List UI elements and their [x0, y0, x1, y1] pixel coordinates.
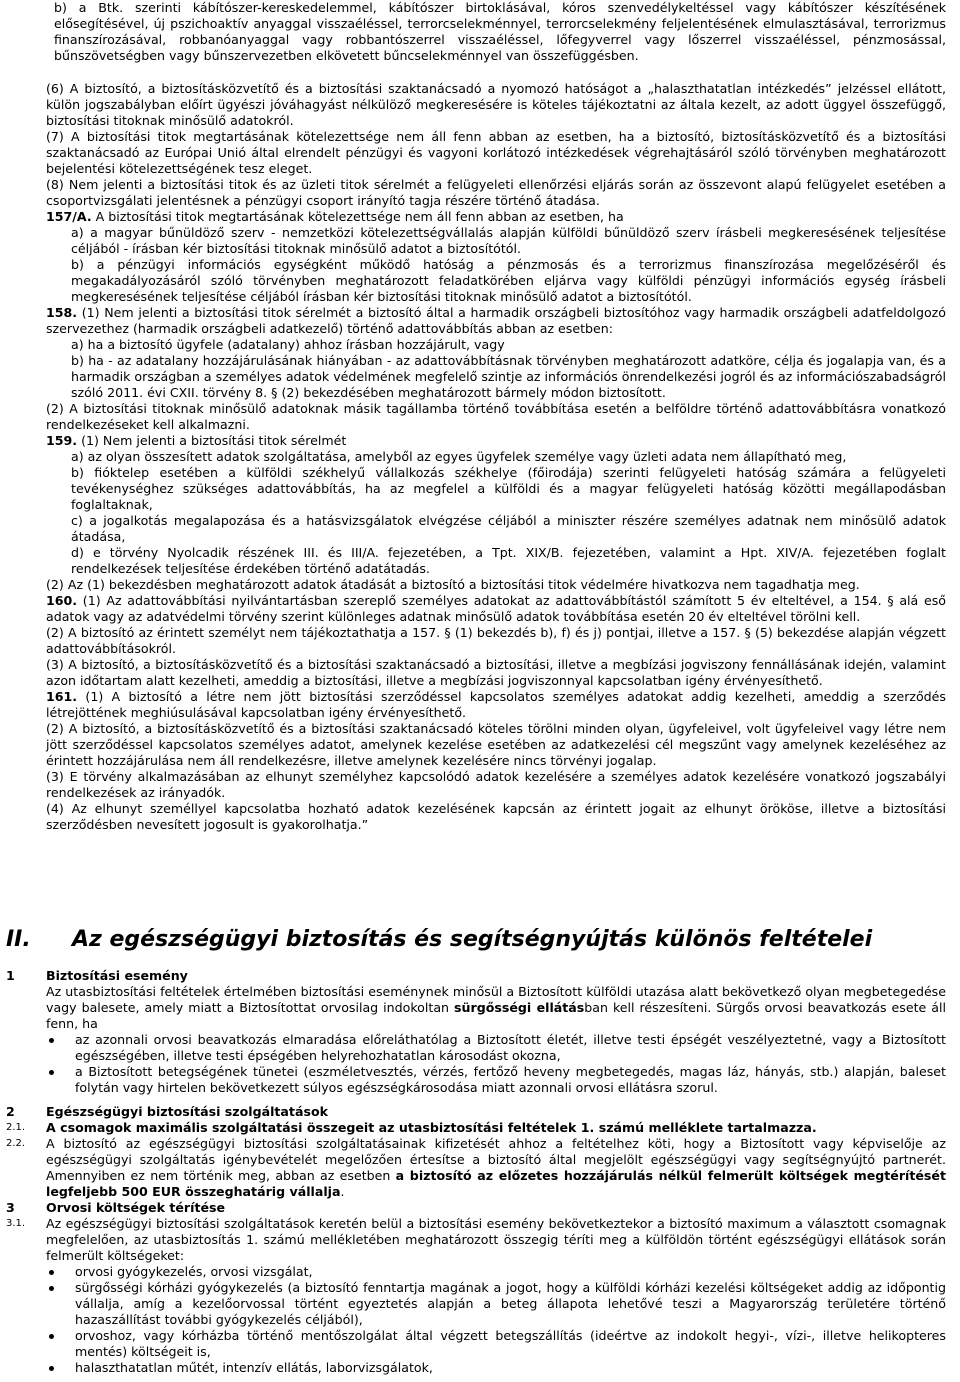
chapter-title: Az egészségügyi biztosítás és segítségnyújtás különös feltételei	[72, 927, 873, 952]
list-item	[46, 1360, 946, 1376]
section-160-paragraph-2: (2) A biztosító az érintett személyt nem tájékoztathatja a 157. § (1) bekezdés b), f) és j) pontjai, illetve a 157. § (5) bekezdése alapján végzett adattovábbításokról.	[46, 625, 946, 656]
section-3-1-text: Az egészségügyi biztosítási szolgáltatások keretén belül a biztosítási esemény bekövetkeztekor a biztosító maximum a választott csomagnak megfelelően, az utasbiztosítás 1. számú mellékletében meghatározott összegig téríti meg a külföldön történt egészségügyi ellátások során felmerült költségeket:	[46, 1216, 946, 1263]
bullet-icon	[49, 1038, 54, 1043]
section-2-2-text-bold: a biztosító az előzetes hozzájárulás nélkül felmerült költségek megtérítését legfeljebb 500 EUR összeghatárig vállalja	[46, 1168, 946, 1199]
paragraph-6: (6) A biztosító, a biztosításközvetítő és a biztosítási szaktanácsadó a nyomozó hatóságot a „halaszthatatlan intézkedés” jelzéssel ellátott, külön jogszabályban előírt ügyészi jóváhagyást nélkülöző megkeresésére is köteles tájékoztatni az általa kezelt, az adott üggyel összefüggő, biztosítási titoknak minősülő adatokról.	[46, 81, 946, 128]
section-157a-point-a: a) a magyar bűnüldöző szerv - nemzetközi kötelezettségvállalás alapján külföldi bűnüldöző szerv írásbeli megkeresésének teljesítése céljából - írásban kér biztosítási titoknak minősülő adatot a biztosítótól.	[71, 225, 946, 256]
list-item	[46, 1264, 946, 1280]
section-157a-point-b: b) a pénzügyi információs egységként működő hatóság a pénzmosás és a terrorizmus finanszírozása megelőzéséről és megakadályozásáról szóló törvényben meghatározott feladatkörében eljárva vagy külföldi pénzügyi információs egység írásbeli megkeresésének teljesítése céljából írásban kér biztosítási titoknak minősülő adatot a biztosítótól.	[71, 257, 946, 304]
text-b-point: b) a Btk. szerinti kábítószer-kereskedelemmel, kábítószer birtoklásával, kóros szenvedélykeltéssel vagy kábítószer készítésének elősegítésével, új pszichoaktív anyaggal visszaéléssel, terrorcselekménnyel, terrorcselekmény feljelentésének elmulasztásával, terrorizmus finanszírozásával, robbanóanyaggal vagy robbantószerrel visszaéléssel, lőfegyverrel vagy lőszerrel visszaéléssel, pénzmosással, bűnszövetségben vagy bűnszervezetben elkövetett bűncselekménnyel van összefüggésben.	[54, 0, 946, 63]
list-item	[46, 1064, 946, 1096]
list-item	[46, 1328, 946, 1360]
section-2-2-number: 2.2.	[6, 1138, 26, 1149]
section-158-paragraph-2: (2) A biztosítási titoknak minősülő adatoknak másik tagállamba történő továbbítása esetén a belföldre történő adattovábbításra vonatkozó rendelkezéseket kell alkalmazni.	[46, 401, 946, 432]
section-3-number: 3	[6, 1200, 15, 1215]
section-159-point-d: d) e törvény Nyolcadik részének III. és III/A. fejezetében, a Tpt. XIX/B. fejezetében, valamint a Hpt. XIV/A. fejezetében foglalt rendelkezések teljesítése érdekében történő adatátadás.	[71, 545, 946, 576]
paragraph-7: (7) A biztosítási titok megtartásának kötelezettsége nem áll fenn abban az esetben, ha a biztosító, biztosításközvetítő és a biztosítási szaktanácsadó az Európai Unió által elrendelt pénzügyi és vagyoni korlátozó intézkedések végrehajtásáról szóló törvényben meghatározott bejelentési kötelezettségének tesz eleget.	[46, 129, 946, 176]
bullet-icon	[49, 1270, 54, 1275]
section-159-point-c: c) a jogalkotás megalapozása és a hatásvizsgálatok elvégzése céljából a miniszter részére személyes adatnak nem minősülő adatok átadása,	[71, 513, 946, 544]
section-158-text: (1) Nem jelenti a biztosítási titok sérelmét a biztosító által a harmadik országbeli biztosítóhoz vagy harmadik országbeli adatfeldolgozó szervezethez (harmadik országbeli adatkezelő) történő adattovábbítás abban az esetben:	[46, 305, 946, 336]
chapter-number: II.	[6, 927, 31, 952]
list-item-text: az azonnali orvosi beavatkozás elmaradása előreláthatólag a Biztosított életét, illetve testi épségét veszélyeztetné, vagy a Biztosított egészségében, illetve testi épségében helyrehozhatatlan károsodást okozna,	[75, 1032, 946, 1063]
section-2-1	[46, 1120, 946, 1136]
list-item-text: a Biztosított betegségének tünetei (eszméletvesztés, vérzés, fertőző heveny megbetegedés, magas láz, hányás, stb.) alapján, baleset folytán vagy hirtelen bekövetkezett súlyos egészségkárosodása miatt azonnali orvosi ellátásra szorul.	[75, 1064, 946, 1095]
section-2-2-text-end: .	[340, 1184, 345, 1199]
list-item-text: orvosi gyógykezelés, orvosi vizsgálat,	[75, 1264, 313, 1279]
section-157a-number: 157/A.	[46, 209, 92, 224]
section-3-1-bullet-list	[46, 1264, 946, 1376]
section-161-paragraph-4: (4) Az elhunyt személlyel kapcsolatba hozható adatok kezelésének kapcsán az érintett jogait az elhunyt örököse, illetve a biztosítási szerződésben nevesített jogosult is gyakorolhatja.”	[46, 801, 946, 832]
list-item-text: halaszthatatlan műtét, intenzív ellátás, laborvizsgálatok,	[75, 1360, 433, 1375]
section-2-2-body	[46, 1136, 946, 1200]
section-3-title-text: Orvosi költségek térítése	[46, 1200, 226, 1215]
section-160-paragraph-3: (3) A biztosító, a biztosításközvetítő és a biztosítási szaktanácsadó a biztosítási, illetve a megbízási jogviszony fennállásának idején, valamint azon időtartam alatt kezelheti, ameddig a biztosítási, illetve a megbízási jogviszonnyal kapcsolatban igény érvényesíthető.	[46, 657, 946, 688]
section-158-point-b: b) ha - az adatalany hozzájárulásának hiányában - az adattovábbításnak törvényben meghatározott adatköre, célja és jogalapja van, és a harmadik országban a személyes adatok védelmének megfelelő szintje az információs önrendelkezési jogról és az információszabadságról szóló 2011. évi CXII. törvény 8. § (2) bekezdésében meghatározott bármely módon biztosított.	[71, 353, 946, 400]
section-2-title-text: Egészségügyi biztosítási szolgáltatások	[46, 1104, 328, 1119]
section-161-paragraph-2: (2) A biztosító, a biztosításközvetítő és a biztosítási szaktanácsadó köteles törölni minden olyan, ügyfeleivel, volt ügyfeleivel vagy létre nem jött szerződéssel kapcsolatos személyes adatot, amelynek kezelése esetében az adatkezelési cél megszűnt vagy amelynek kezeléséhez az érintett hozzájárulása nem áll rendelkezésre, illetve amelynek kezelésére nincs törvényi jogalap.	[46, 721, 946, 768]
bullet-icon	[49, 1286, 54, 1291]
list-item-text: sürgősségi kórházi gyógykezelés (a biztosító fenntartja magának a jogot, hogy a külföldi kórházi kezelési költségeket addig az időpontig vállalja, amíg a kezelőorvossal történt egyeztetés alapján a beteg állapota lehetővé teszi a Magyarország területére történő hazaszállítást további gyógykezelés céljából),	[75, 1280, 946, 1327]
section-159-point-b: b) fióktelep esetében a külföldi székhelyű vállalkozás székhelye (főirodája) szerinti felügyeleti hatóság számára a felügyeleti tevékenységhez szükséges adattovábbítás, ha az megfelel a külföldi és a magyar felügyeleti hatóság közötti megállapodásban foglaltaknak,	[71, 465, 946, 512]
section-159-text: (1) Nem jelenti a biztosítási titok sérelmét	[77, 433, 347, 448]
list-item	[46, 1280, 946, 1328]
section-3-1-number: 3.1.	[6, 1218, 26, 1229]
section-158	[46, 305, 946, 337]
section-161	[46, 689, 946, 721]
list-item-text: orvoshoz, vagy kórházba történő mentőszolgálat által végzett betegszállítás (ideértve az indokolt hegyi-, vízi-, illetve helikopteres mentés) költségeit is,	[75, 1328, 946, 1359]
section-1-text-b: ban kell részesíteni. Sürgős orvosi beavatkozás esete áll fenn, ha	[46, 1000, 947, 1031]
section-3-title	[46, 1200, 946, 1216]
paragraph-8: (8) Nem jelenti a biztosítási titok és az üzleti titok sérelmét a felügyeleti ellenőrzési eljárás során az összevont alapú felügyelet esetében a csoportvizsgálati jelentésnek a pénzügyi csoport irányító tagja részére történő átadása.	[46, 177, 946, 208]
bullet-icon	[49, 1334, 54, 1339]
section-159-number: 159.	[46, 433, 78, 448]
section-160	[46, 593, 946, 625]
section-1-number: 1	[6, 968, 15, 983]
section-3-1	[46, 1216, 946, 1376]
section-1-title	[46, 968, 946, 984]
section-2-1-text: A csomagok maximális szolgáltatási összegeit az utasbiztosítási feltételek 1. számú melléklete tartalmazza.	[46, 1120, 817, 1135]
section-2-number: 2	[6, 1104, 15, 1119]
section-2-title	[46, 1104, 946, 1120]
section-158-number: 158.	[46, 305, 78, 320]
section-157a	[46, 209, 946, 225]
section-1-title-text: Biztosítási esemény	[46, 968, 188, 983]
section-1-text-bold: sürgősségi ellátás	[454, 1000, 585, 1015]
legal-text-block	[46, 81, 946, 833]
section-1-body	[46, 984, 946, 1032]
section-159-paragraph-2: (2) Az (1) bekezdésben meghatározott adatok átadását a biztosító a biztosítási titok védelmére hivatkozva nem tagadhatja meg.	[46, 577, 860, 592]
list-item	[46, 1032, 946, 1064]
section-2-1-number: 2.1.	[6, 1122, 26, 1133]
section-160-number: 160.	[46, 593, 78, 608]
section-1	[46, 968, 946, 1096]
section-159-point-a: a) az olyan összesített adatok szolgáltatása, amelyből az egyes ügyfelek személye vagy üzleti adata nem állapítható meg,	[71, 449, 847, 464]
section-2-2	[46, 1136, 946, 1200]
section-1-text-a: Az utasbiztosítási feltételek értelmében biztosítási eseménynek minősül a Biztosított külföldi utazása alatt bekövetkező olyan megbetegedése vagy balesete, amely miatt a Biztosítottat orvosilag indokoltan	[46, 984, 946, 1015]
bullet-icon	[49, 1070, 54, 1075]
section-157a-text: A biztosítási titok megtartásának kötelezettsége nem áll fenn abban az esetben, ha	[91, 209, 624, 224]
section-161-text: (1) A biztosító a létre nem jött biztosítási szerződéssel kapcsolatos személyes adatokat addig kezelheti, ameddig a szerződés létrejöttének meghiúsulásával kapcsolatban igény érvényesíthető.	[46, 689, 946, 720]
paragraph-b-continuation	[54, 0, 946, 64]
section-161-paragraph-3: (3) E törvény alkalmazásában az elhunyt személyhez kapcsolódó adatok kezelésére a személyes adatok kezelésére vonatkozó jogszabályi rendelkezések az irányadók.	[46, 769, 946, 800]
section-160-text: (1) Az adattovábbítási nyilvántartásban szereplő személyes adatokat az adattovábbítástól számított 5 év elteltével, a 154. § alá eső adatok vagy az adatvédelmi törvény szerint különleges adatnak minősülő adatok továbbítása esetén 20 év elteltével törölni kell.	[46, 593, 946, 624]
section-159	[46, 433, 946, 449]
section-158-point-a: a) ha a biztosító ügyfele (adatalany) ahhoz írásban hozzájárult, vagy	[71, 337, 505, 352]
bullet-icon	[49, 1366, 54, 1371]
section-1-bullet-list	[46, 1032, 946, 1096]
section-2-2-text-a: A biztosító az egészségügyi biztosítási szolgáltatásainak kifizetését ahhoz a feltételhez köti, hogy a Biztosított vagy képviselője az egészségügyi szolgáltatás igénybevételét megelőzően értesítse a biztosító által megjelölt egészségügyi vagy segítségnyújtó partnerét. Amennyiben ez nem történik meg, abban az esetben	[46, 1136, 946, 1183]
chapter-heading	[0, 924, 960, 956]
section-161-number: 161.	[46, 689, 78, 704]
